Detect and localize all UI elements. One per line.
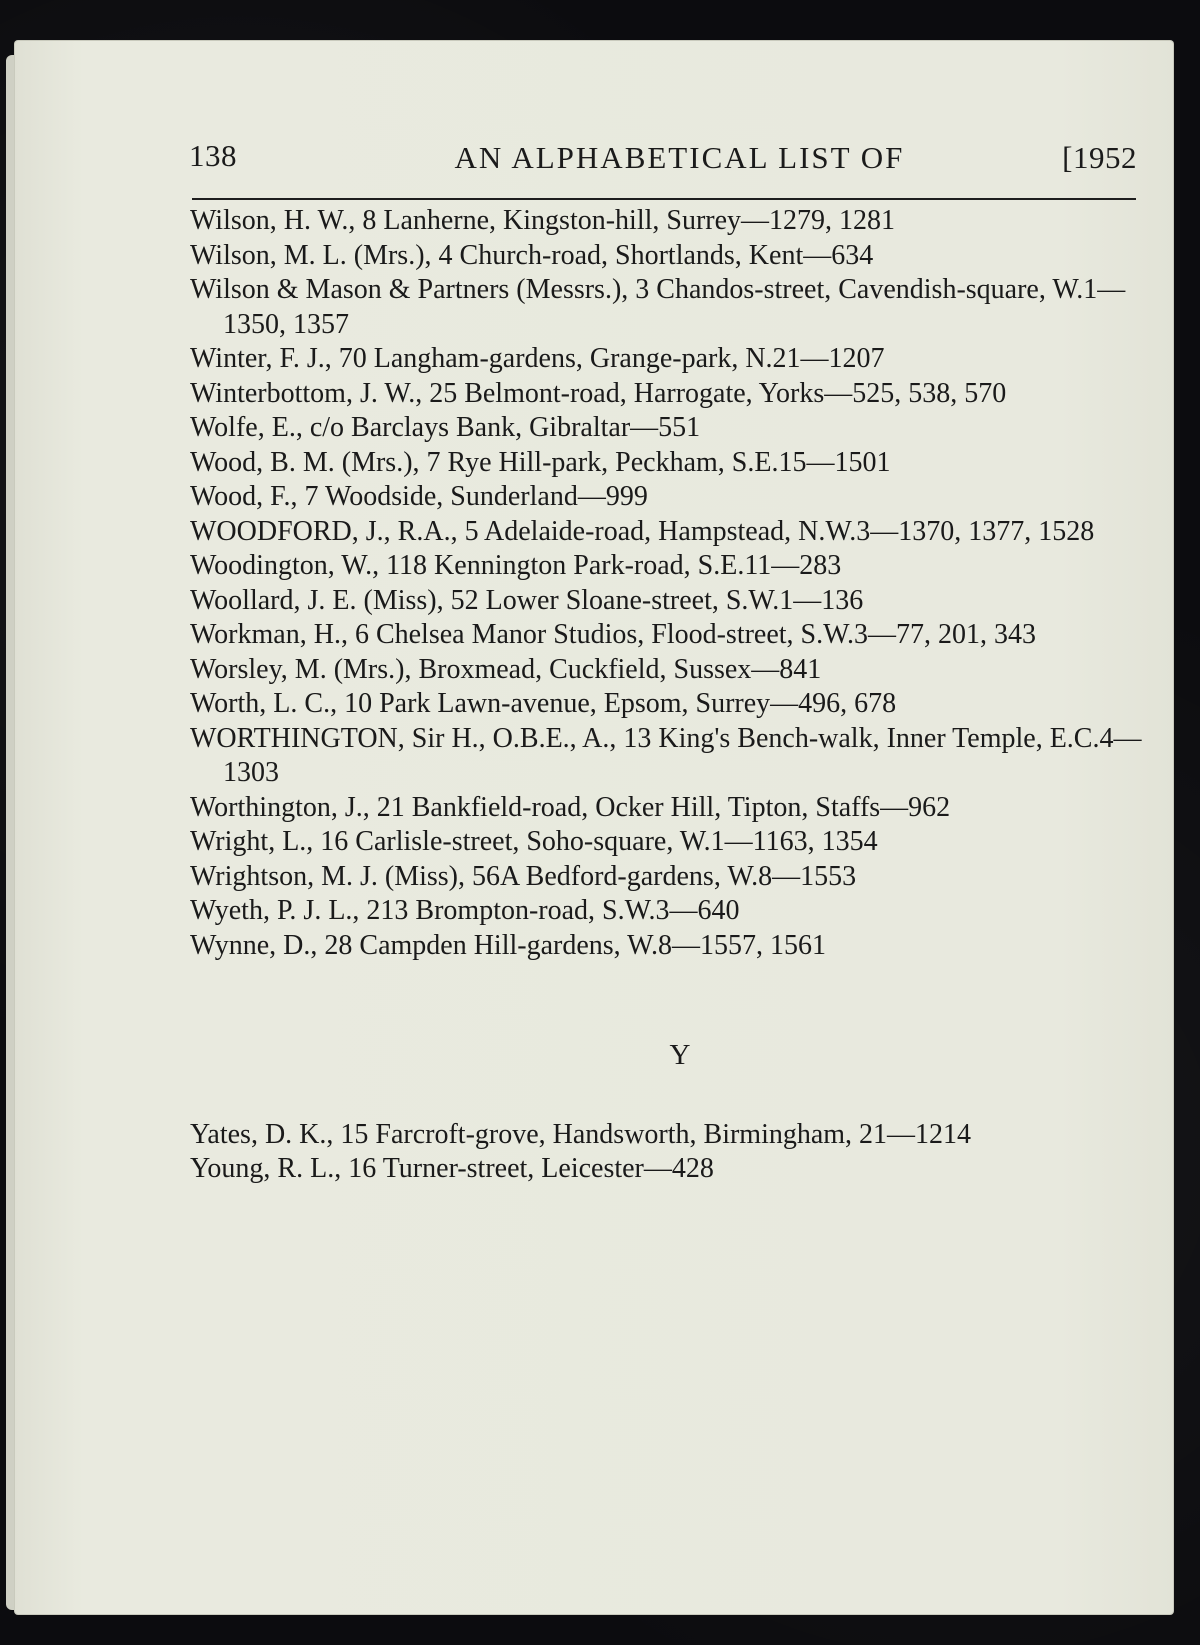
- list-item: Wolfe, E., c/o Barclays Bank, Gibraltar—551: [190, 412, 701, 443]
- list-item: Winter, F. J., 70 Langham-gardens, Grange-park, N.21—1207: [190, 343, 885, 374]
- list-item: WOODFORD, J., R.A., 5 Adelaide-road, Hampstead, N.W.3—1370, 1377, 1528: [190, 515, 1095, 547]
- entry-list: [190, 204, 1150, 1187]
- list-item: Wright, L., 16 Carlisle-street, Soho-square, W.1—1163, 1354: [190, 826, 878, 857]
- list-item: Wyeth, P. J. L., 213 Brompton-road, S.W.3—640: [190, 895, 740, 926]
- page-header: [177, 132, 1137, 188]
- list-item: Winterbottom, J. W., 25 Belmont-road, Harrogate, Yorks—525, 538, 570: [190, 377, 1007, 409]
- list-item: Wilson & Mason & Partners (Messrs.), 3 Chandos-street, Cavendish-square, W.1—1350, 1357: [190, 274, 1126, 340]
- list-item: Wilson, H. W., 8 Lanherne, Kingston-hill, Surrey—1279, 1281: [190, 205, 896, 236]
- list-item: Wood, F., 7 Woodside, Sunderland—999: [190, 481, 648, 512]
- list-item: Worth, L. C., 10 Park Lawn-avenue, Epsom, Surrey—496, 678: [190, 688, 897, 719]
- page-number: 138: [189, 138, 237, 173]
- list-item: Worthington, J., 21 Bankfield-road, Ocker Hill, Tipton, Staffs—962: [190, 791, 951, 823]
- list-item: WORTHINGTON, Sir H., O.B.E., A., 13 King's Bench-walk, Inner Temple, E.C.4—1303: [190, 722, 1142, 788]
- list-item: Young, R. L., 16 Turner-street, Leicester—428: [190, 1153, 714, 1184]
- list-item: Wood, B. M. (Mrs.), 7 Rye Hill-park, Peckham, S.E.15—1501: [190, 446, 891, 478]
- header-rule: [192, 198, 1136, 200]
- section-heading-y: Y: [669, 1039, 691, 1071]
- list-item: Woodington, W., 118 Kennington Park-road, S.E.11—283: [190, 550, 842, 581]
- list-item: Wrightson, M. J. (Miss), 56A Bedford-gardens, W.8—1553: [190, 860, 857, 892]
- list-item: Yates, D. K., 15 Farcroft-grove, Handsworth, Birmingham, 21—1214: [190, 1118, 972, 1150]
- running-title: AN ALPHABETICAL LIST OF: [454, 140, 905, 175]
- list-item: Wynne, D., 28 Campden Hill-gardens, W.8—1557, 1561: [190, 929, 827, 961]
- list-item: Worsley, M. (Mrs.), Broxmead, Cuckfield, Sussex—841: [190, 653, 822, 685]
- header-year: [1952: [1062, 140, 1137, 175]
- list-item: Wilson, M. L. (Mrs.), 4 Church-road, Shortlands, Kent—634: [190, 239, 874, 271]
- list-item: Workman, H., 6 Chelsea Manor Studios, Flood-street, S.W.3—77, 201, 343: [190, 619, 1036, 650]
- list-item: Woollard, J. E. (Miss), 52 Lower Sloane-street, S.W.1—136: [190, 584, 864, 616]
